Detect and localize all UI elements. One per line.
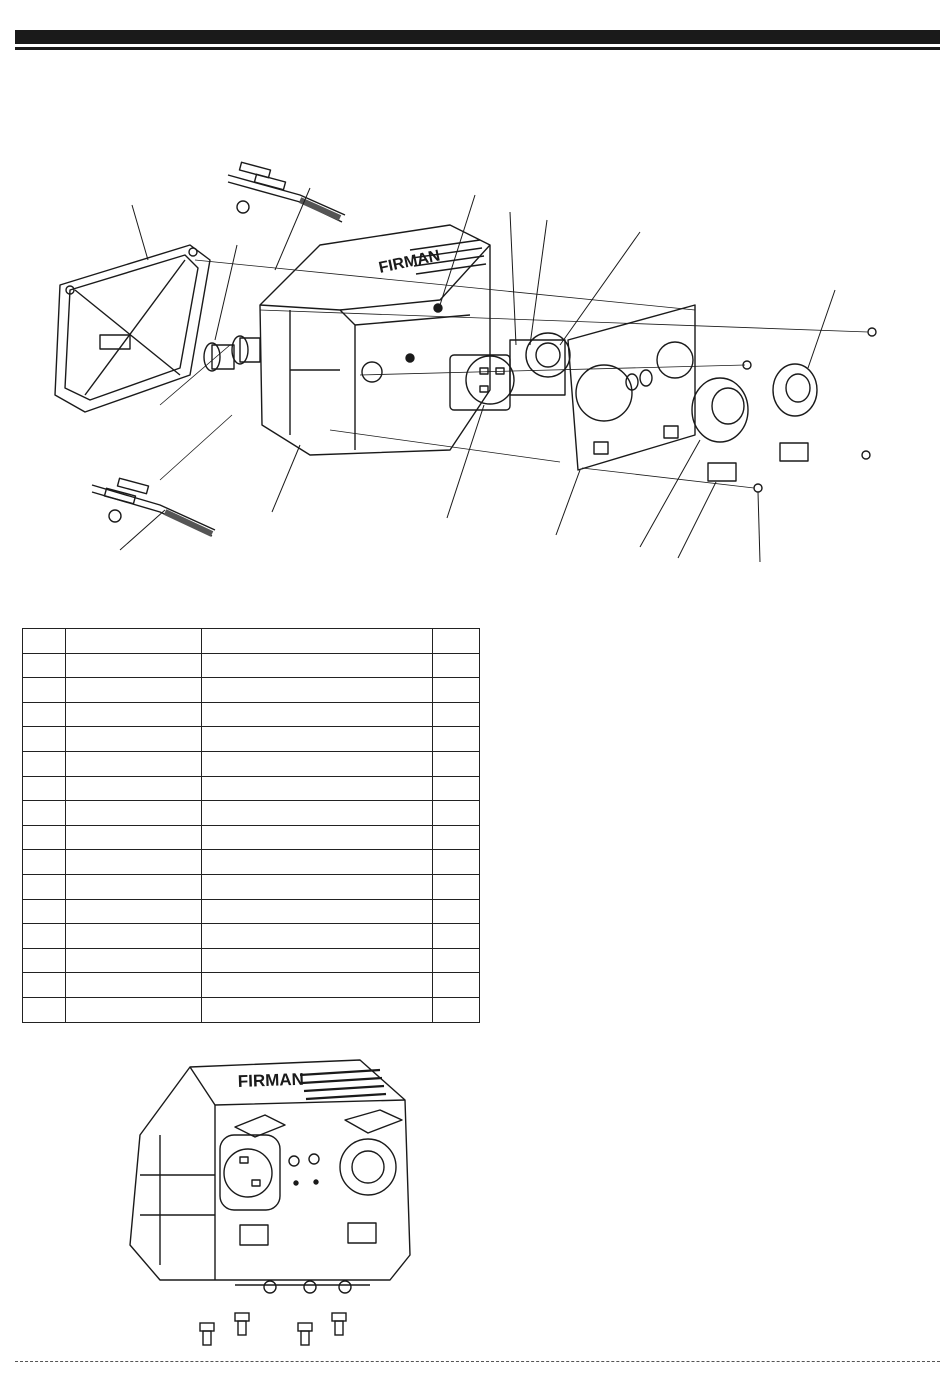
bolt-icon — [190, 1305, 360, 1350]
table-row — [23, 727, 480, 752]
table-row — [23, 850, 480, 875]
table-row — [23, 776, 480, 801]
header-rule-thick — [15, 30, 940, 44]
face-plate — [568, 305, 695, 470]
header-rule-thin — [15, 47, 940, 50]
table-row — [23, 973, 480, 998]
table-row — [23, 801, 480, 826]
table-row — [23, 874, 480, 899]
main-housing — [260, 225, 490, 455]
table-row — [23, 997, 480, 1022]
table-row — [23, 825, 480, 850]
table-row — [23, 702, 480, 727]
callout-leader-lines — [120, 188, 835, 562]
back-cover — [55, 245, 210, 412]
wire-harness-top — [228, 162, 345, 222]
table-row — [23, 751, 480, 776]
twist-lock-outlet — [510, 333, 570, 395]
outlet-cover — [692, 364, 817, 481]
exploded-view-diagram — [0, 150, 950, 580]
housing-brand-logo: FIRMAN — [377, 247, 442, 277]
table-row — [23, 629, 480, 654]
table-row — [23, 653, 480, 678]
table-row — [23, 924, 480, 949]
footer-dashed-rule — [15, 1361, 940, 1362]
table-row — [23, 948, 480, 973]
parts-list-table — [22, 628, 480, 1023]
wire-harness-bottom — [92, 478, 215, 536]
cable-grommet — [204, 336, 260, 371]
assembled-brand-logo: FIRMAN — [237, 1069, 305, 1091]
table-row — [23, 899, 480, 924]
table-row — [23, 678, 480, 703]
